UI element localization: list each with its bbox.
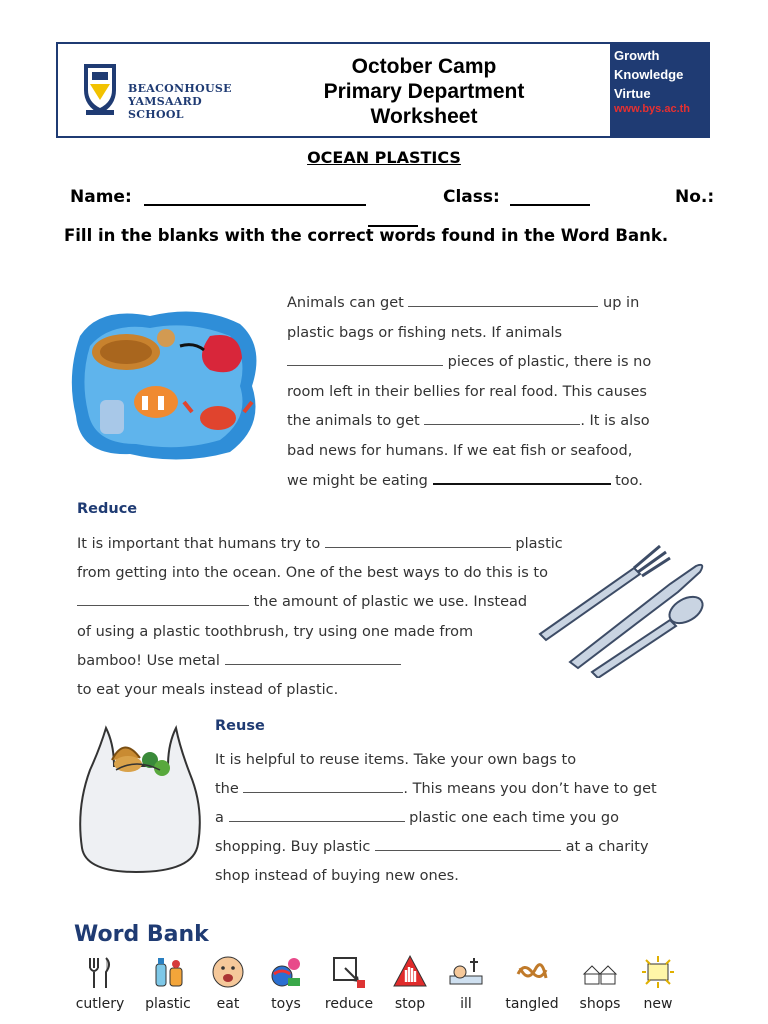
p1-line5-end: . It is also <box>580 413 650 430</box>
title-line3: Worksheet <box>370 105 478 128</box>
p1-line1-end: up in <box>603 295 640 311</box>
school-name <box>128 82 260 121</box>
reduce-line6: to eat your meals instead of plastic. <box>77 682 339 699</box>
paragraph-reuse <box>215 746 657 891</box>
reuse-line3-end: plastic one each time you go <box>409 810 619 826</box>
ocean-animals-illustration <box>70 306 262 462</box>
name-field[interactable] <box>144 204 366 206</box>
p1-line6: bad news for humans. If we eat fish or seafood, <box>287 442 633 459</box>
school-name-line1: BEACONHOUSE <box>128 82 232 95</box>
name-label: Name: <box>70 187 132 207</box>
class-field[interactable] <box>510 204 590 206</box>
school-url: www.bys.ac.th <box>614 103 691 115</box>
new-sparkle-icon <box>640 954 676 990</box>
reuse-line4-start: shopping. Buy plastic <box>215 839 371 855</box>
shops-icon <box>582 954 618 990</box>
blank-tangled[interactable] <box>408 305 598 307</box>
word-bank-label: plastic <box>145 996 191 1012</box>
word-bank-item-reduce <box>317 954 381 1012</box>
ill-person-icon <box>448 954 484 990</box>
reduce-line2: from getting into the ocean. One of the best ways to do this is to <box>77 565 548 582</box>
word-bank-label: tangled <box>505 996 559 1012</box>
class-label: Class: <box>443 187 500 207</box>
word-bank-item-cutlery <box>68 954 132 1012</box>
word-bank-item-tangled <box>500 954 564 1012</box>
reduce-line1-start: It is important that humans try to <box>77 536 321 552</box>
reduce-line4: of using a plastic toothbrush, try using one made from <box>77 623 474 640</box>
word-bank-item-ill <box>434 954 498 1012</box>
reuse-line4-end: at a charity <box>565 839 649 855</box>
word-bank-item-shops <box>568 954 632 1012</box>
word-bank-label: cutlery <box>75 996 125 1012</box>
reuse-line3-start: a <box>215 810 224 826</box>
worksheet-header <box>56 42 710 138</box>
reduce-icon <box>331 954 367 990</box>
word-bank-item-plastic <box>136 954 200 1012</box>
blank-new[interactable] <box>229 820 405 822</box>
blank-reduce[interactable] <box>77 604 249 606</box>
eating-face-icon <box>210 954 246 990</box>
word-bank-label: ill <box>460 996 472 1012</box>
blank-eat[interactable] <box>287 364 443 366</box>
blank-shops[interactable] <box>243 791 403 793</box>
reuse-line1: It is helpful to reuse items. Take your own bags to <box>215 752 577 768</box>
blank-toys[interactable] <box>375 849 561 851</box>
tangled-rope-icon <box>514 954 550 990</box>
title-line2: Primary Department <box>323 80 525 103</box>
school-name-line2: YAMSAARD SCHOOL <box>128 95 202 121</box>
word-bank-item-toys <box>254 954 318 1012</box>
reduce-line1-end: plastic <box>515 536 563 552</box>
word-bank-title: Word Bank <box>74 922 209 947</box>
sheet-title: OCEAN PLASTICS <box>307 148 461 167</box>
word-bank-label: eat <box>216 996 240 1012</box>
toys-icon <box>268 954 304 990</box>
word-bank-label: stop <box>394 996 426 1012</box>
title-line1: October Camp <box>351 55 497 78</box>
reduce-line5: bamboo! Use metal <box>77 652 220 669</box>
p1-line7-end: too. <box>615 472 643 489</box>
word-bank-label: shops <box>579 996 621 1012</box>
cutlery-icon <box>82 954 118 990</box>
word-bank-label: new <box>643 996 673 1012</box>
p1-line4: room left in their bellies for real food. This causes <box>287 383 647 400</box>
word-bank-label: toys <box>271 996 301 1012</box>
word-bank-item-new <box>626 954 690 1012</box>
blank-stop[interactable] <box>325 546 511 548</box>
motto-knowledge: Knowledge <box>614 67 684 82</box>
stop-hand-icon <box>392 954 428 990</box>
p1-line5-start: the animals to get <box>287 413 420 430</box>
reuse-line2-start: the <box>215 781 239 797</box>
school-motto-box <box>610 44 708 136</box>
paragraph-reduce <box>77 530 563 705</box>
blank-plastic[interactable] <box>433 482 611 485</box>
p1-line2: plastic bags or fishing nets. If animals <box>287 324 563 341</box>
reduce-line3: the amount of plastic we use. Instead <box>253 594 528 611</box>
motto-virtue: Virtue <box>614 86 651 101</box>
number-label: No.: <box>675 187 715 207</box>
p1-line1-start: Animals can get <box>287 295 404 311</box>
cutlery-illustration <box>530 538 710 678</box>
word-bank-item-eat <box>196 954 260 1012</box>
p1-line7-start: we might be eating <box>287 472 428 489</box>
word-bank-item-stop <box>378 954 442 1012</box>
paragraph-animals <box>287 289 651 496</box>
motto-growth: Growth <box>614 48 660 63</box>
worksheet-title-block <box>294 54 554 129</box>
word-bank-label: reduce <box>324 996 374 1012</box>
instructions: Fill in the blanks with the correct words found in the Word Bank. <box>64 226 669 245</box>
reuse-line5: shop instead of buying new ones. <box>215 868 459 884</box>
reuse-line2-end: . This means you don’t have to get <box>403 781 657 797</box>
p1-line3: pieces of plastic, there is no <box>447 354 652 371</box>
school-logo <box>80 60 260 120</box>
plastic-bottles-icon <box>150 954 186 990</box>
blank-ill[interactable] <box>424 423 580 425</box>
school-crest-icon <box>80 60 120 118</box>
reuse-heading: Reuse <box>215 718 265 734</box>
plastic-bag-illustration <box>76 718 206 878</box>
blank-cutlery[interactable] <box>225 663 401 665</box>
reduce-heading: Reduce <box>77 501 138 517</box>
